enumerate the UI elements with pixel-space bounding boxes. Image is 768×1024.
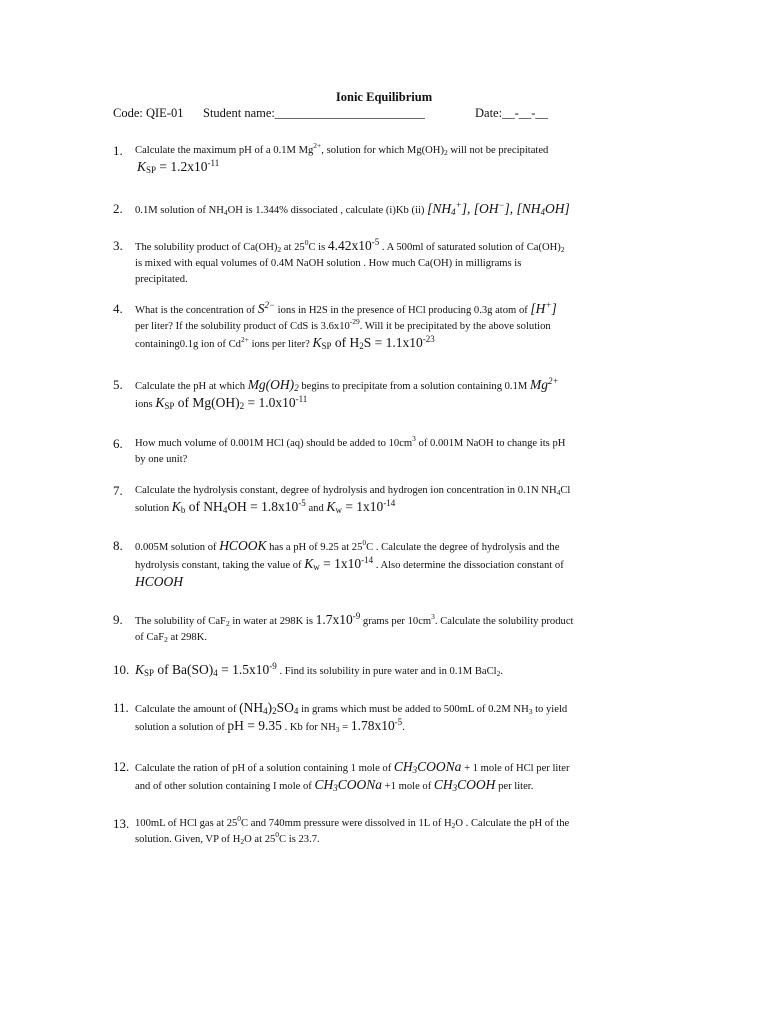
- question-text: +1 mole of: [384, 781, 432, 792]
- question-13: [113, 816, 658, 848]
- question-text: Calculate the maximum pH of a 0.1M Mg: [135, 145, 314, 156]
- question-text: and of other solution containing I mole of: [135, 781, 312, 792]
- question-text: 0.005M solution of: [135, 542, 217, 553]
- question-number: 6.: [113, 436, 123, 451]
- question-text: OH is 1.344% dissociated , calculate (i)Kb (ii): [227, 205, 425, 216]
- kw-equation: $K_w = 1x10^{-14}$: [304, 555, 374, 572]
- formic-acid: HCOOH: [135, 574, 184, 589]
- question-text: containing0.1g ion of Cd: [135, 339, 241, 350]
- question-number: 8.: [113, 538, 123, 553]
- superscript: 3: [412, 434, 416, 443]
- kw-equation: $K_w = 1x10^{-14}$: [326, 498, 396, 515]
- sodium-acetate: $CH_3COONa$: [314, 777, 383, 793]
- sodium-acetate: $CH_3COONa$: [393, 759, 462, 775]
- question-text: C is 23.7.: [279, 834, 320, 845]
- question-text: , solution for which Mg(OH): [321, 145, 444, 156]
- question-text: per liter? If the solubility product of CdS is 3.6x10: [135, 321, 350, 332]
- question-text: ions: [135, 399, 153, 410]
- subscript: 3: [528, 707, 533, 716]
- question-text: . Kb for NH: [284, 722, 336, 733]
- question-8: [113, 538, 658, 592]
- question-text: Calculate the amount of: [135, 704, 237, 715]
- question-text: How much volume of 0.001M HCl (aq) should be added to 10cm: [135, 438, 413, 449]
- superscript: 0: [362, 538, 367, 547]
- subscript: 4: [556, 488, 561, 497]
- question-text: Calculate the pH at which: [135, 381, 246, 392]
- question-text: The solubility of CaF: [135, 616, 226, 627]
- question-text: to yield: [532, 704, 568, 715]
- subscript: 2: [277, 245, 282, 254]
- question-text: of 0.001M NaOH to change its pH: [415, 438, 566, 449]
- question-text: O . Calculate the pH of the: [455, 818, 570, 829]
- question-1: [113, 143, 658, 177]
- question-text: per liter.: [498, 781, 534, 792]
- question-5: [113, 377, 658, 413]
- question-number: 13.: [113, 816, 130, 831]
- date-field: Date:__-__-__: [475, 106, 548, 120]
- superscript: 2+: [313, 141, 322, 150]
- subscript: 2: [443, 148, 448, 157]
- question-text: .: [500, 666, 504, 677]
- question-text: 0.1M solution of NH: [135, 205, 224, 216]
- question-6: [113, 436, 658, 468]
- ammonium-sulfate: $(NH_4)_2SO_4$: [239, 700, 299, 716]
- question-text: Cl: [560, 485, 571, 496]
- question-number: 3.: [113, 238, 123, 253]
- magnesium-ion: $Mg^{2+}$: [529, 376, 559, 392]
- question-number: 1.: [113, 143, 123, 158]
- question-text: at 25: [281, 242, 305, 253]
- question-text: is mixed with equal volumes of 0.4M NaOH solution . How much Ca(OH): [135, 258, 453, 269]
- question-number: 12.: [113, 759, 130, 774]
- question-text: solution. Given, VP of H: [135, 834, 241, 845]
- question-text: in milligrams is: [452, 258, 522, 269]
- question-text: + 1 mole of HCl per liter: [464, 763, 570, 774]
- subscript: 2: [560, 245, 565, 254]
- question-number: 4.: [113, 301, 123, 316]
- subscript: 3: [335, 725, 340, 734]
- question-text: 100mL of HCl gas at 25: [135, 818, 238, 829]
- student-name-field: Student name:________________________: [203, 106, 425, 120]
- question-number: 5.: [113, 377, 123, 392]
- question-text: in water at 298K is: [229, 616, 313, 627]
- superscript: 0: [237, 814, 242, 823]
- question-text: begins to precipitate from a solution containing 0.1M: [301, 381, 528, 392]
- kb-equation: $K_b$ of $NH_4OH = 1.8x10^{-5}$: [171, 498, 306, 515]
- ksp-equation: $K_{SP}$ of $H_2S = 1.1x10^{-23}$: [312, 334, 435, 351]
- subscript: 2: [496, 669, 501, 678]
- question-text: Calculate the hydrolysis constant, degree of hydrolysis and hydrogen ion concentration in 0.1N NH: [135, 485, 557, 496]
- superscript: 3: [431, 612, 435, 621]
- ph-value: pH = 9.35: [227, 718, 282, 733]
- superscript: 2+: [240, 335, 249, 344]
- page-title: Ionic Equilibrium: [335, 90, 433, 104]
- question-number: 9.: [113, 612, 123, 627]
- question-text: . Find its solubility in pure water and in 0.1M BaCl: [279, 666, 497, 677]
- question-text: The solubility product of Ca(OH): [135, 242, 278, 253]
- superscript: 0: [275, 830, 280, 839]
- question-text: at 298K.: [167, 632, 208, 643]
- question-text: C . Calculate the degree of hydrolysis and the: [366, 542, 560, 553]
- ksp-equation: $K_{SP}$ of $Mg(OH)_2 = 1.0x10^{-11}$: [155, 394, 308, 411]
- question-text: Calculate the ration of pH of a solution containing 1 mole of: [135, 763, 392, 774]
- question-text: C and 740mm pressure were dissolved in 1L of H: [241, 818, 452, 829]
- question-text: . Will it be precipitated by the above solution: [359, 321, 551, 332]
- question-text: ions in H2S in the presence of HCl producing 0.3g atom of: [277, 305, 528, 316]
- subscript: 2: [240, 837, 245, 846]
- concentration-expression: $[NH_4^+]$, [OH−], $[NH_4OH]$: [427, 200, 570, 217]
- question-text: and: [308, 503, 324, 514]
- question-7: [113, 483, 658, 517]
- question-3: [113, 238, 658, 288]
- subscript: 4: [223, 208, 228, 217]
- superscript: -29: [349, 317, 360, 326]
- subscript: 2: [225, 619, 230, 628]
- question-text: precipitated.: [135, 274, 188, 285]
- question-10: [113, 662, 658, 680]
- question-4: [113, 301, 658, 353]
- solubility-value: $1.7x10^{-9}$: [315, 611, 361, 627]
- question-text: . A 500ml of saturated solution of Ca(OH): [381, 242, 561, 253]
- hydrogen-ion: [H+]: [530, 300, 557, 316]
- superscript: 0: [304, 238, 309, 247]
- question-text: of CaF: [135, 632, 165, 643]
- code-label: Code: QIE-01: [113, 106, 184, 120]
- question-text: ions per liter?: [248, 339, 310, 350]
- question-text: in grams which must be added to 500mL of 0.2M NH: [301, 704, 529, 715]
- question-text: solution: [135, 503, 170, 514]
- question-12: [113, 759, 658, 795]
- question-2: [113, 201, 658, 219]
- subscript: 2: [451, 821, 456, 830]
- question-text: What is the concentration of: [135, 305, 256, 316]
- question-text: . Also determine the dissociation constant of: [375, 560, 564, 571]
- question-text: will not be precipitated: [447, 145, 549, 156]
- kb-value: $1.78x10^{-5}$: [350, 717, 403, 733]
- potassium-formate: HCOOK: [219, 538, 267, 553]
- question-text: solution a solution of: [135, 722, 225, 733]
- sulfide-ion: $S^{2-}$: [257, 300, 276, 316]
- question-number: 10.: [113, 662, 130, 677]
- question-text: =: [339, 722, 349, 733]
- question-number: 2.: [113, 201, 123, 216]
- question-9: [113, 612, 658, 646]
- subscript: 2: [164, 635, 168, 644]
- question-number: 7.: [113, 483, 123, 498]
- question-text: grams per 10cm: [362, 616, 432, 627]
- question-11: 11. Calculate the amount of $(NH_4)_2SO_4$ in grams which must be added to 500mL of 0.2M $NH_3$ to yield solution a solution of pH = 9.35 . Kb for $NH_3 = 1.78x10^{-5}$.: [113, 700, 568, 734]
- question-text: O at 25: [244, 834, 276, 845]
- question-text: . Calculate the solubility product: [434, 616, 574, 627]
- question-number: 11.: [113, 700, 129, 715]
- question-text: hydrolysis constant, taking the value of: [135, 560, 302, 571]
- ksp-equation: $K_{SP}$ of $Ba(SO)_4 = 1.5x10^{-9}$: [135, 661, 277, 678]
- ksp-equation: $K_{SP} = 1.2x10^{-11}$: [137, 158, 220, 175]
- question-text: C is: [308, 242, 326, 253]
- question-text: by one unit?: [135, 454, 188, 465]
- solubility-product-value: $4.42x10^{-5}$: [327, 237, 380, 253]
- acetic-acid: $CH_3COOH$: [433, 777, 496, 793]
- magnesium-hydroxide: $Mg(OH)_2$: [247, 377, 299, 393]
- question-text: has a pH of 9.25 at 25: [269, 542, 363, 553]
